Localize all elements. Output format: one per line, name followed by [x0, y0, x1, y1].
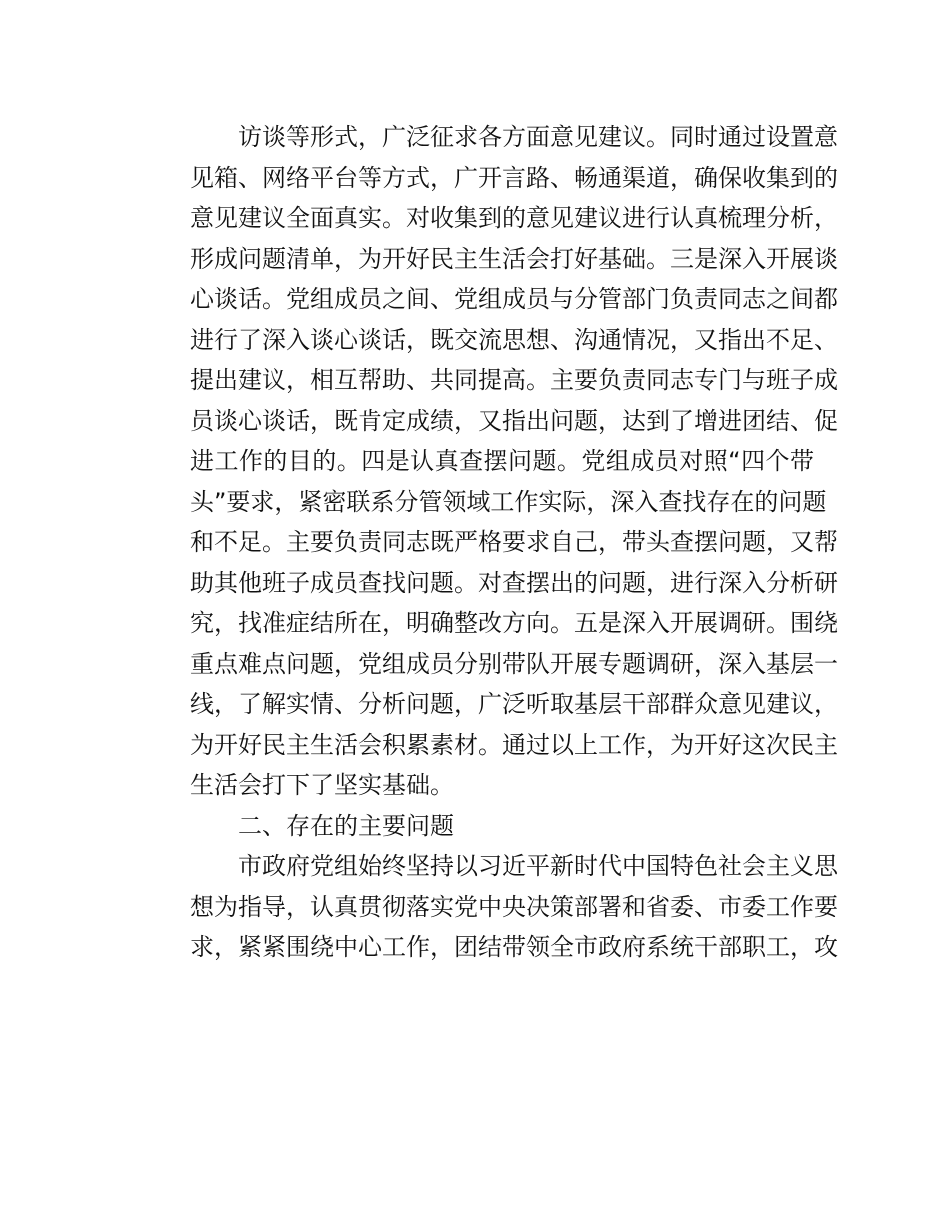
- text-line: 进工作的目的。四是认真查摆问题。党组成员对照“四个带: [190, 447, 814, 475]
- paragraph-main-problems: [142, 846, 838, 968]
- text-line: 想为指导，认真贯彻落实党中央决策部署和省委、市委工作要: [190, 892, 838, 921]
- text-line: 求，紧紧围绕中心工作，团结带领全市政府系统干部职工，攻: [190, 933, 838, 961]
- text-line: 形成问题清单，为开好民主生活会打好基础。三是深入开展谈: [190, 244, 838, 273]
- text-line: 见箱、网络平台等方式，广开言路、畅通渠道，确保收集到的: [190, 163, 838, 192]
- text-line: 重点难点问题，党组成员分别带队开展专题调研，深入基层一: [190, 649, 838, 678]
- text-line: 究，找准症结所在，明确整改方向。五是深入开展调研。围绕: [190, 609, 838, 637]
- text-line: 市政府党组始终坚持以习近平新时代中国特色社会主义思: [238, 852, 838, 880]
- text-line: 心谈话。党组成员之间、党组成员与分管部门负责同志之间都: [190, 285, 838, 313]
- text-line: 为开好民主生活会积累素材。通过以上工作，为开好这次民主: [190, 730, 838, 759]
- text-line: 和不足。主要负责同志既严格要求自己，带头查摆问题，又帮: [190, 528, 838, 556]
- document-body: [142, 117, 838, 968]
- text-line: 助其他班子成员查找问题。对查摆出的问题，进行深入分析研: [190, 568, 838, 597]
- text-line: 头”要求，紧密联系分管领域工作实际，深入查找存在的问题: [190, 487, 827, 516]
- text-line: 访谈等形式，广泛征求各方面意见建议。同时通过设置意: [238, 123, 838, 151]
- section-heading: [142, 806, 814, 847]
- text-line: 线，了解实情、分析问题，广泛听取基层干部群众意见建议，: [190, 690, 838, 718]
- text-line: 员谈心谈话，既肯定成绩，又指出问题，达到了增进团结、促: [190, 406, 838, 435]
- section-heading-text: 二、存在的主要问题: [238, 811, 454, 840]
- text-line: 生活会打下了坚实基础。: [190, 771, 454, 799]
- paragraph-preparation-work: [142, 117, 838, 806]
- text-line: 意见建议全面真实。对收集到的意见建议进行认真梳理分析，: [190, 204, 838, 232]
- text-line: 进行了深入谈心谈话，既交流思想、沟通情况，又指出不足、: [190, 325, 838, 354]
- text-line: 提出建议，相互帮助、共同提高。主要负责同志专门与班子成: [190, 366, 838, 394]
